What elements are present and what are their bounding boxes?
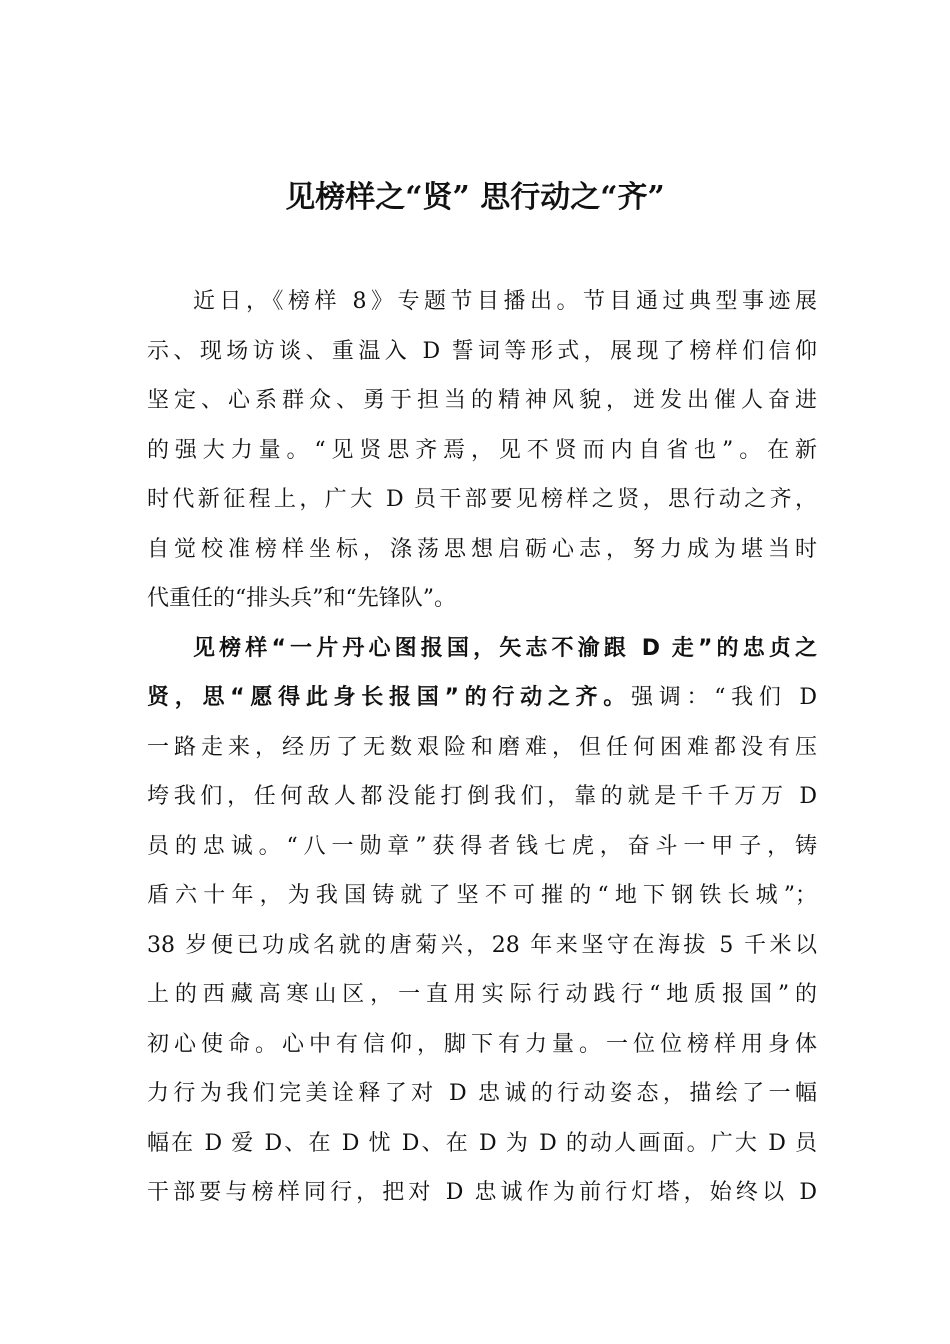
- paragraph-line: 干部要与榜样同行，把对 D 忠诚作为前行灯塔，始终以 D: [147, 1180, 817, 1205]
- paragraph-line: 38 岁便已功成名就的唐菊兴，28 年来坚守在海拔 5 千米以: [147, 932, 817, 958]
- paragraph-line: 幅在 D 爱 D、在 D 忧 D、在 D 为 D 的动人画面。广大 D 员: [147, 1130, 817, 1156]
- paragraph-text: 强调：“我们 D: [631, 685, 817, 710]
- paragraph-line: 力行为我们完美诠释了对 D 忠诚的行动姿态，描绘了一幅: [147, 1081, 817, 1106]
- paragraph-line: 时代新征程上，广大 D 员干部要见榜样之贤，思行动之齐，: [147, 487, 817, 512]
- paragraph-line: 上的西藏高寒山区，一直用实际行动践行“地质报国”的: [147, 982, 817, 1007]
- document-body: [147, 277, 817, 1218]
- paragraph-line: 员的忠诚。“八一勋章”获得者钱七虎，奋斗一甲子，铸: [147, 833, 817, 859]
- document-title: 见榜样之“贤” 思行动之“齐”: [285, 180, 665, 215]
- bold-heading-line: 见榜样“一片丹心图报国，矢志不渝跟 D 走”的忠贞之: [193, 635, 817, 661]
- paragraph-line: 初心使命。心中有信仰，脚下有力量。一位位榜样用身体: [147, 1031, 817, 1057]
- paragraph-line: 坚定、心系群众、勇于担当的精神风貌，迸发出催人奋进: [147, 388, 817, 413]
- paragraph-line: 代重任的“排头兵”和“先锋队”。: [147, 586, 456, 611]
- paragraph-line: 自觉校准榜样坐标，涤荡思想启砺心志，努力成为堪当时: [147, 536, 817, 562]
- paragraph-line: 盾六十年，为我国铸就了坚不可摧的“地下钢铁长城”；: [147, 883, 817, 908]
- bold-heading-text: 贤，思“愿得此身长报国”的行动之齐。: [147, 685, 632, 710]
- paragraph-line: 一路走来，经历了无数艰险和磨难，但任何困难都没有压: [147, 734, 817, 760]
- paragraph-line: 的强大力量。“见贤思齐焉，见不贤而内自省也”。在新: [147, 437, 817, 463]
- paragraph-line: 近日，《榜样 8》专题节目播出。节目通过典型事迹展: [193, 289, 817, 314]
- paragraph-line: 示、现场访谈、重温入 D 誓词等形式，展现了榜样们信仰: [147, 338, 817, 364]
- paragraph-line: [147, 673, 817, 723]
- paragraph-line: 垮我们，任何敌人都没能打倒我们，靠的就是千千万万 D: [147, 784, 817, 809]
